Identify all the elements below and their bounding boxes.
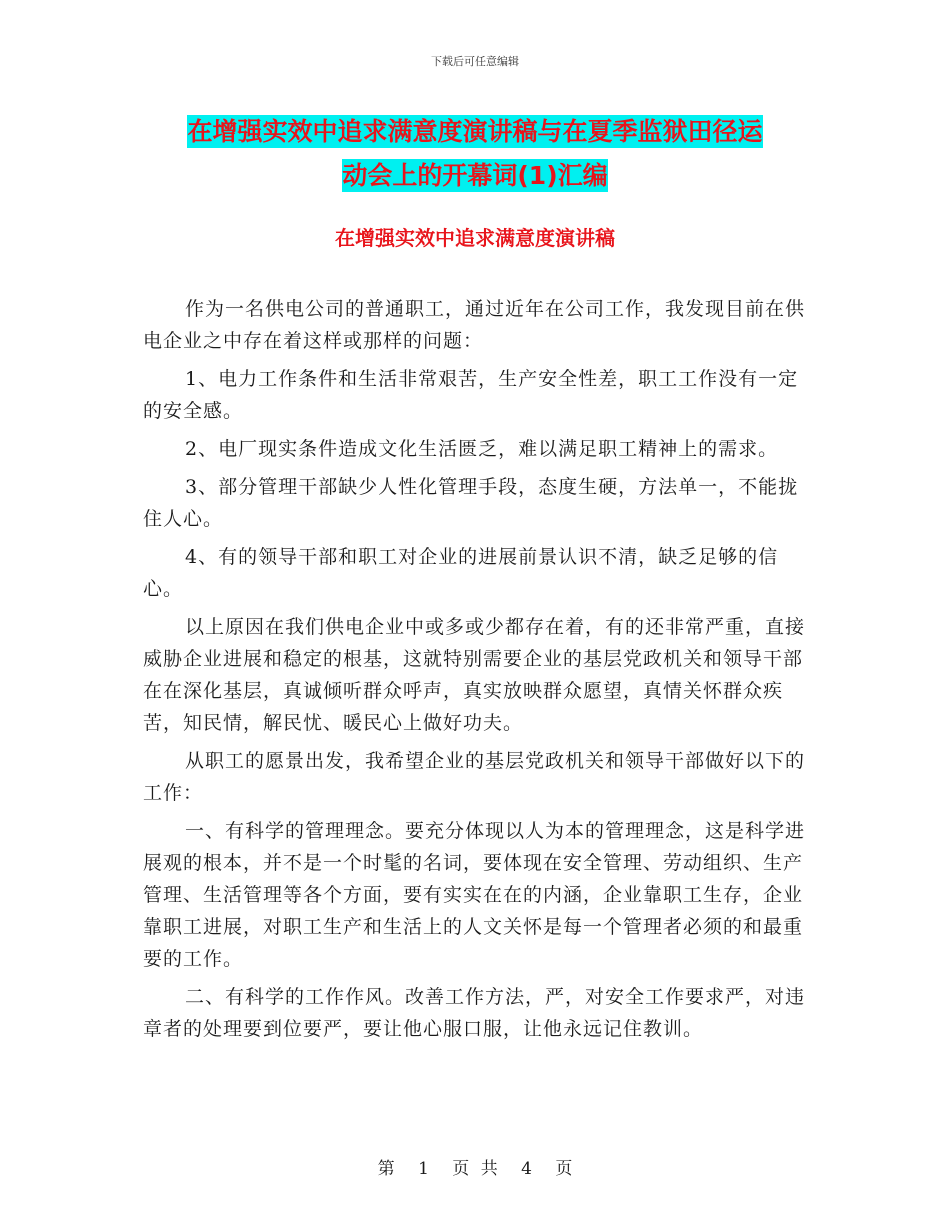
paragraph: 一、有科学的管理理念。要充分体现以人为本的管理理念，这是科学进展观的根本，并不是一个时髦的名词，要体现在安全管理、劳动组织、生产管理、生活管理等各个方面，要有实实在在的内涵，企业靠职工生存，企业靠职工进展，对职工生产和生活上的人文关怀是每一个管理者必须的和最重要的工作。 [143, 820, 806, 970]
title-line-2: 动会上的开幕词(1)汇编 [342, 161, 608, 190]
section-title: 在增强实效中追求满意度演讲稿 [335, 226, 615, 250]
title-line-1: 在增强实效中追求满意度演讲稿与在夏季监狱田径运 [187, 117, 763, 146]
footer-middle: 页 共 [452, 1159, 498, 1179]
footer-total-pages: 4 [521, 1159, 532, 1179]
paragraph: 3、部分管理干部缺少人性化管理手段，态度生硬，方法单一，不能拢住人心。 [143, 476, 799, 530]
paragraph: 4、有的领导干部和职工对企业的进展前景认识不清，缺乏足够的信心。 [143, 546, 779, 600]
paragraph: 作为一名供电公司的普通职工，通过近年在公司工作，我发现目前在供电企业之中存在着这样或那样的问题： [143, 298, 806, 352]
body-text [143, 293, 818, 1051]
footer-suffix: 页 [555, 1159, 573, 1179]
paragraph: 二、有科学的工作作风。改善工作方法，严，对安全工作要求严，对违章者的处理要到位要严，要让他心服口服，让他永远记住教训。 [143, 986, 806, 1040]
footer-prefix: 第 [377, 1159, 395, 1179]
document-title [100, 110, 850, 198]
header-note: 下载后可任意编辑 [431, 55, 519, 68]
paragraph: 1、电力工作条件和生活非常艰苦，生产安全性差，职工工作没有一定的安全感。 [143, 368, 799, 422]
paragraph: 从职工的愿景出发，我希望企业的基层党政机关和领导干部做好以下的工作： [143, 750, 806, 804]
paragraph: 2、电厂现实条件造成文化生活匮乏，难以满足职工精神上的需求。 [185, 438, 779, 460]
paragraph: 以上原因在我们供电企业中或多或少都存在着，有的还非常严重，直接威胁企业进展和稳定的根基，这就特别需要企业的基层党政机关和领导干部在在深化基层，真诚倾听群众呼声，真实放映群众愿望，真情关怀群众疾苦，知民情，解民忧、暖民心上做好功夫。 [143, 616, 806, 734]
page-footer [0, 1154, 950, 1179]
footer-page-number: 1 [418, 1159, 429, 1179]
